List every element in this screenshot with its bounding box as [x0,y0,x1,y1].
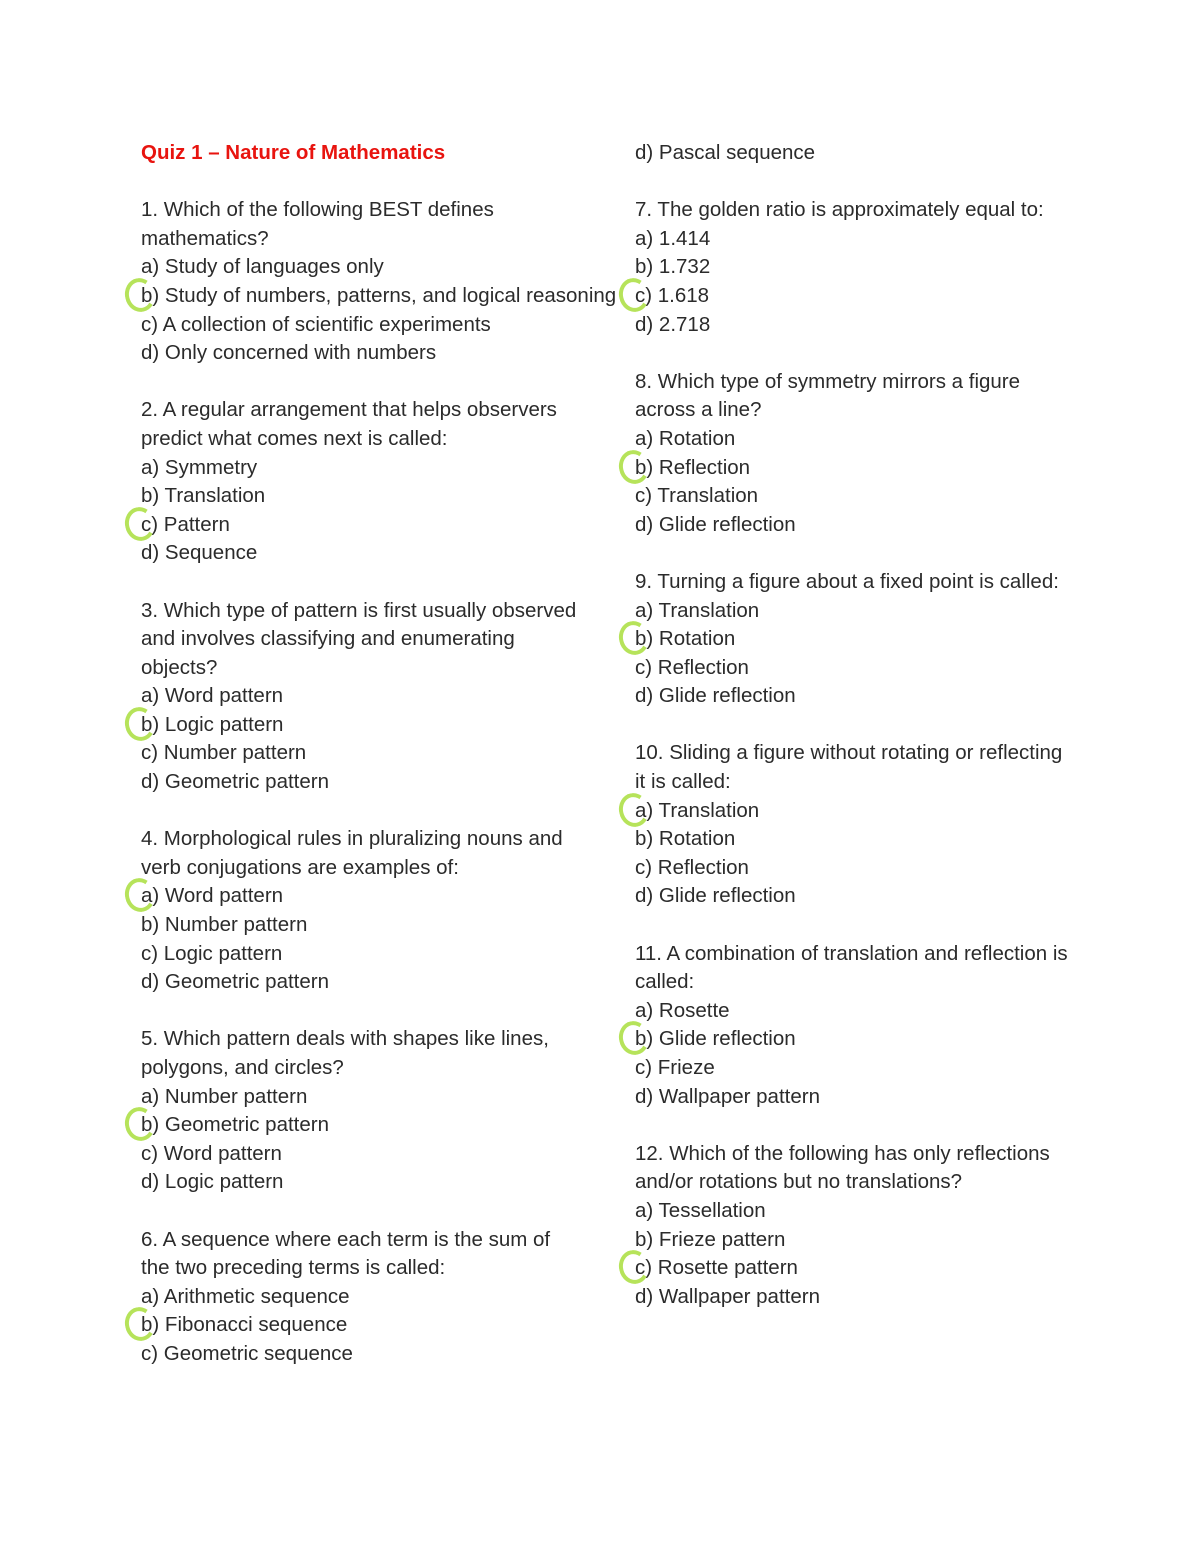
answer-option-text: d) Logic pattern [141,1170,284,1194]
answer-option [141,282,617,311]
answer-option [635,253,1075,282]
answer-option-text: c) Frieze [635,1056,715,1079]
answer-option-text: a) Translation [635,798,760,822]
answer-option [635,511,1075,540]
answer-option [141,768,581,797]
answer-option [141,1311,581,1340]
question-text: 8. Which type of symmetry mirrors a figure across a line? [635,369,1021,422]
answer-option [141,940,581,969]
answer-option [635,225,1075,254]
answer-option [635,854,1075,883]
question-block [635,139,1075,168]
question-block [635,196,1075,339]
question-block [635,940,1075,1112]
answer-option-text: c) Reflection [635,855,749,879]
answer-option [635,1197,1075,1226]
answer-option-text: a) Arithmetic sequence [141,1284,350,1308]
answer-option [141,253,581,282]
answer-option [141,311,581,340]
answer-option [141,454,581,483]
answer-option [141,1283,581,1312]
question-text: 6. A sequence where each term is the sum of the two preceding terms is called: [141,1227,551,1280]
answer-option-text: c) Reflection [635,655,749,679]
answer-option [635,282,1075,311]
question-text: 4. Morphological rules in pluralizing nouns and verb conjugations are examples of: [141,827,563,879]
question-block [635,568,1075,711]
answer-option-text: d) Pascal sequence [635,141,816,164]
title-spacer [141,168,581,197]
answer-option-text: c) 1.618 [635,283,710,307]
answer-option [635,997,1075,1026]
answer-option-text: d) 2.718 [635,312,711,336]
question-text: 10. Sliding a figure without rotating or reflecting it is called: [635,741,1063,794]
answer-option-text: a) Word pattern [141,884,284,908]
answer-option-text: b) Reflection [635,455,751,479]
question-block [635,368,1075,540]
answer-option [635,825,1075,854]
answer-option [141,482,581,511]
answer-option [635,625,1075,654]
answer-option-text: c) Word pattern [141,1141,282,1165]
answer-option [141,1168,581,1197]
answer-option [635,797,1075,826]
answer-option [635,1254,1075,1283]
answer-option [141,1340,581,1369]
quiz-title: Quiz 1 – Nature of Mathematics [141,141,446,164]
answer-option [141,539,581,568]
answer-option-text: a) Tessellation [635,1198,766,1222]
answer-option-text: b) Number pattern [141,913,308,937]
answer-option-text: b) Study of numbers, patterns, and logical reasoning [141,283,617,307]
answer-option-text: b) Translation [141,484,266,508]
answer-option-text: c) Number pattern [141,741,307,765]
left-question-list [141,196,617,1368]
question-text: 11. A combination of translation and reflection is called: [635,941,1068,994]
question-text: 2. A regular arrangement that helps observers predict what comes next is called: [141,398,557,450]
answer-option [141,682,581,711]
answer-option-text: a) Study of languages only [141,255,384,279]
question-block [141,597,581,797]
answer-option-text: d) Sequence [141,541,258,565]
answer-option-text: c) Rosette pattern [635,1256,798,1280]
answer-option [141,1111,581,1140]
question-block [141,396,581,568]
answer-option-text: a) Translation [635,598,760,622]
answer-option-text: b) Rotation [635,627,736,651]
answer-option [141,1083,581,1112]
answer-option-text: d) Glide reflection [635,512,796,536]
question-block [141,1025,581,1197]
answer-option-text: d) Glide reflection [635,884,796,908]
answer-option-text: b) Rotation [635,827,736,851]
answer-option-text: a) Word pattern [141,684,284,708]
question-block [141,196,617,368]
answer-option [141,911,581,940]
answer-option-text: c) Pattern [141,512,230,536]
right-column [635,139,1075,1340]
answer-option [635,682,1075,711]
answer-option [635,454,1075,483]
answer-option-text: a) Symmetry [141,455,258,479]
right-question-list [635,139,1075,1311]
answer-option [635,1083,1075,1112]
answer-option [141,882,581,911]
answer-option-text: d) Geometric pattern [141,970,329,994]
answer-option-text: b) Glide reflection [635,1027,796,1051]
answer-option-text: b) Frieze pattern [635,1227,786,1251]
answer-option-text: a) Number pattern [141,1084,308,1108]
answer-option-text: c) A collection of scientific experiments [141,312,491,336]
answer-option-text: b) Fibonacci sequence [141,1313,348,1337]
answer-option [635,482,1075,511]
answer-option-text: c) Geometric sequence [141,1341,353,1365]
question-block [141,1226,581,1369]
question-text: 7. The golden ratio is approximately equal to: [635,198,1044,222]
answer-option-text: d) Wallpaper pattern [635,1084,820,1108]
answer-option [635,882,1075,911]
question-block [141,825,581,997]
answer-option [635,425,1075,454]
question-block [635,1140,1075,1312]
answer-option [635,654,1075,683]
answer-option-text: a) 1.414 [635,226,711,250]
answer-option-text: a) Rotation [635,426,736,450]
answer-option-text: d) Glide reflection [635,684,796,708]
answer-option [141,739,581,768]
answer-option-text: a) Rosette [635,998,730,1022]
answer-option [141,1140,581,1169]
answer-option-text: c) Translation [635,484,759,508]
question-text: 3. Which type of pattern is first usually observed and involves classifying and enumerating objects? [141,598,577,679]
answer-option [635,1025,1075,1054]
answer-option-text: b) Geometric pattern [141,1113,329,1137]
answer-option [635,311,1075,340]
answer-option-text: c) Logic pattern [141,941,283,965]
question-text: 1. Which of the following BEST defines mathematics? [141,198,494,250]
question-block [635,739,1075,911]
answer-option [635,1226,1075,1255]
answer-option [141,711,581,740]
answer-option [635,1283,1075,1312]
answer-option [141,511,581,540]
answer-option [635,139,1075,168]
answer-option [635,597,1075,626]
answer-option-text: d) Wallpaper pattern [635,1284,820,1308]
answer-option-text: d) Only concerned with numbers [141,341,437,365]
answer-option [141,968,581,997]
question-text: 9. Turning a figure about a fixed point is called: [635,569,1059,593]
question-text: 12. Which of the following has only reflections and/or rotations but no translations? [635,1141,1050,1194]
answer-option-text: b) 1.732 [635,255,711,279]
answer-option [141,339,581,368]
answer-option-text: b) Logic pattern [141,712,284,736]
answer-option [635,1054,1075,1083]
question-text: 5. Which pattern deals with shapes like lines, polygons, and circles? [141,1027,549,1079]
answer-option-text: d) Geometric pattern [141,770,329,794]
left-column [141,139,617,1397]
